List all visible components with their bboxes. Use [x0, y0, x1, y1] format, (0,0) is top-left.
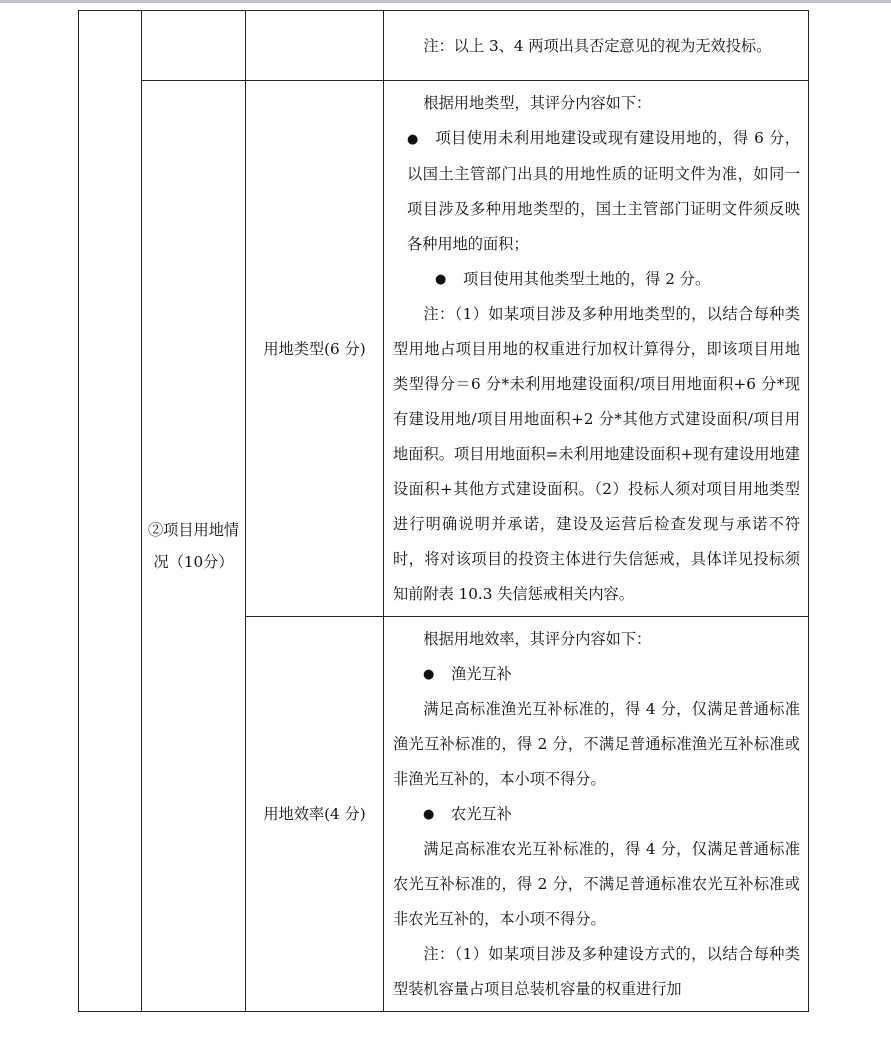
agri-solar-heading — [393, 797, 800, 832]
land-eff-label: 用地效率(4 分) — [263, 805, 366, 823]
land-type-label-cell — [246, 81, 384, 617]
category-cell — [79, 11, 142, 1012]
group-label-cell — [142, 81, 246, 1012]
table-row-land-type — [79, 81, 809, 617]
agri-solar-text: 满足高标准农光互补标准的，得 4 分，仅满足普通标准农光互补标准的，得 2 分，不满足普通标准农光互补标准或非农光互补的，本小项不得分。 — [393, 840, 800, 928]
fish-solar-title: 渔光互补 — [451, 665, 512, 683]
land-type-bullet-2 — [393, 262, 800, 297]
table-row-note — [79, 11, 809, 81]
land-type-bullet-2-text: 项目使用其他类型土地的，得 2 分。 — [463, 270, 711, 288]
criteria-cell-previous — [384, 11, 809, 81]
invalid-bid-note: 注：以上 3、4 两项出具否定意见的视为无效投标。 — [423, 37, 772, 55]
fish-solar-heading — [393, 657, 800, 692]
land-type-note: 注：（1）如某项目涉及多种用地类型的，以结合每种类型用地占项目用地的权重进行加权计算得分，即该项目用地类型得分＝6 分*未利用地建设面积/项目用地面积+6 分*现有建设用地/项目用地面积+2 分*其他方式建设面积/项目用地面积。项目用地面积=未利用地建设面积+现有建设用地建设面积+其他方式建设面积。（2）投标人须对项目用地类型进行明确说明并承诺，建设及运营后检查发现与承诺不符时，将对该项目的投资主体进行失信惩戒，具体详见投标须知前附表 10.3 失信惩戒相关内容。 — [393, 305, 800, 603]
item-cell-previous — [246, 11, 384, 81]
land-eff-intro: 根据用地效率，其评分内容如下： — [423, 630, 652, 648]
page-top-edge — [0, 0, 891, 3]
land-eff-label-cell — [246, 617, 384, 1012]
land-type-bullet-1-text: 项目使用未利用地建设或现有建设用地的，得 6 分，以国土主管部门出具的用地性质的证明文件为准，如同一项目涉及多种用地类型的，国土主管部门证明文件须反映各种用地的面积； — [407, 129, 800, 253]
land-eff-note: 注：（1）如某项目涉及多种建设方式的，以结合每种类型装机容量占项目总装机容量的权重进行加 — [393, 945, 800, 998]
bullet-icon: ● — [423, 807, 435, 822]
group-label: ②项目用地情况（10分） — [147, 521, 240, 571]
bullet-icon: ● — [407, 132, 419, 147]
land-type-label: 用地类型(6 分) — [263, 339, 366, 358]
bullet-icon: ● — [435, 272, 447, 287]
land-type-bullet-1 — [393, 121, 800, 262]
bullet-icon: ● — [423, 667, 435, 682]
land-eff-criteria-cell — [384, 617, 809, 1012]
agri-solar-title: 农光互补 — [451, 805, 512, 823]
land-type-intro: 根据用地类型，其评分内容如下： — [423, 94, 652, 112]
land-type-criteria-cell — [384, 81, 809, 617]
scoring-table — [78, 10, 809, 1012]
fish-solar-text: 满足高标准渔光互补标准的，得 4 分，仅满足普通标准渔光互补标准的，得 2 分，不满足普通标准渔光互补标准或非渔光互补的，本小项不得分。 — [393, 700, 800, 788]
group-cell-previous — [142, 11, 246, 81]
